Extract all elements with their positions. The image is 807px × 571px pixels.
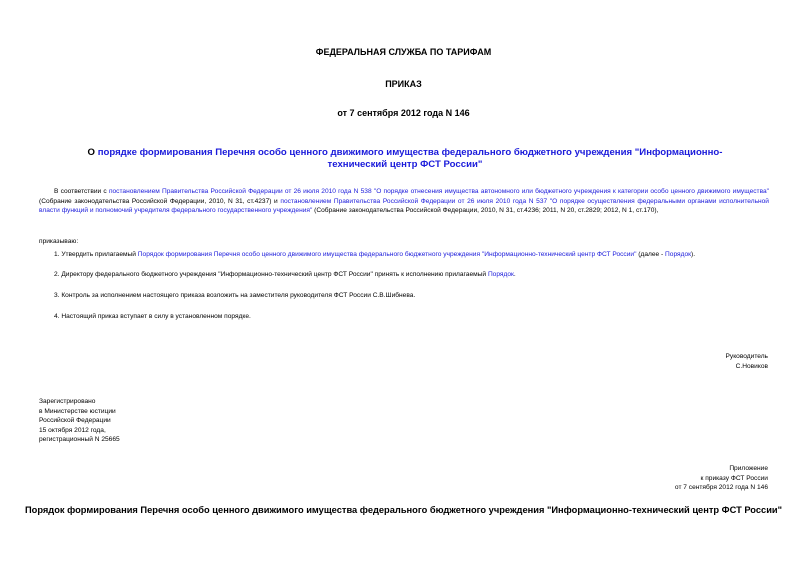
item-1 <box>54 250 774 260</box>
document-title <box>60 147 750 171</box>
appendix-line-3: от 7 сентября 2012 года N 146 <box>674 484 768 491</box>
title-link[interactable]: порядке формирования Перечня особо ценного движимого имущества федерального бюджетного учреждения "Информационно-технический центр ФСТ России" <box>97 147 723 170</box>
item-1-text-2: (далее - <box>636 251 666 258</box>
item-1-text-1: 1. Утвердить прилагаемый <box>54 251 138 258</box>
date-heading: от 7 сентября 2012 года N 146 <box>337 108 470 118</box>
preamble-text-2: (Собрание законодательства Российской Федерации, 2010, N 31, ст.4237) и <box>39 197 281 205</box>
signature-name: С.Новиков <box>735 363 768 370</box>
preamble-paragraph <box>39 187 769 216</box>
item-2-text-1: 2. Директору федерального бюджетного учреждения "Информационно-технический центр ФСТ России" принять к исполнению прилагаемый <box>54 271 488 278</box>
title-prefix: О <box>87 147 98 158</box>
decree-537-link[interactable]: постановлением Правительства Российской Федерации от 26 июля 2010 года N 537 "О порядке осуществления федеральными органами исполнительной власти функций и полномочий учредителя федерального государственного учреждения" <box>39 197 769 214</box>
item-3: 3. Контроль за исполнением настоящего приказа возложить на заместителя руководителя ФСТ России С.В.Шибнева. <box>54 292 416 299</box>
doc-type-heading: ПРИКАЗ <box>385 79 422 89</box>
appendix-title: Порядок формирования Перечня особо ценного движимого имущества федерального бюджетного учреждения "Информационно-технический центр ФСТ России" <box>24 505 783 515</box>
appendix-line-1: Приложение <box>729 465 768 472</box>
agency-heading: ФЕДЕРАЛЬНАЯ СЛУЖБА ПО ТАРИФАМ <box>315 47 492 57</box>
appendix-block <box>675 464 768 493</box>
item-1-text-3: ). <box>691 251 696 258</box>
item-4: 4. Настоящий приказ вступает в силу в установленном порядке. <box>54 313 251 320</box>
item-2-text-2: . <box>513 271 516 278</box>
registration-line-1: Зарегистрировано <box>39 398 96 405</box>
registration-line-4: 15 октября 2012 года, <box>39 426 106 434</box>
order-word: приказываю: <box>39 238 79 245</box>
procedure-link-2[interactable]: Порядок <box>487 271 514 278</box>
decree-538-link[interactable]: постановлением Правительства Российской Федерации от 26 июля 2010 года N 538 "О порядке отнесения имущества автономного или бюджетного учреждения к категории особо ценного движимого имущества" <box>108 188 770 195</box>
registration-line-5: регистрационный N 25665 <box>39 436 120 443</box>
registration-block <box>39 397 120 445</box>
signature-role: Руководитель <box>725 353 768 360</box>
procedure-short-link[interactable]: Порядок <box>665 251 692 258</box>
procedure-link[interactable]: Порядок формирования Перечня особо ценного движимого имущества федерального бюджетного учреждения "Информационно-технический центр ФСТ России" <box>137 251 637 258</box>
registration-line-3: Российской Федерации <box>39 417 111 424</box>
preamble-text-3: (Собрание законодательства Российской Федерации, 2010, N 31, ст.4236; 2011, N 20, ст.2829; 2012, N 1, ст.170), <box>312 207 659 214</box>
registration-line-2: в Министерстве юстиции <box>39 407 116 415</box>
preamble-text-1: В соответствии с <box>54 188 109 195</box>
appendix-line-2: к приказу ФСТ России <box>700 474 768 482</box>
item-2 <box>54 270 774 280</box>
